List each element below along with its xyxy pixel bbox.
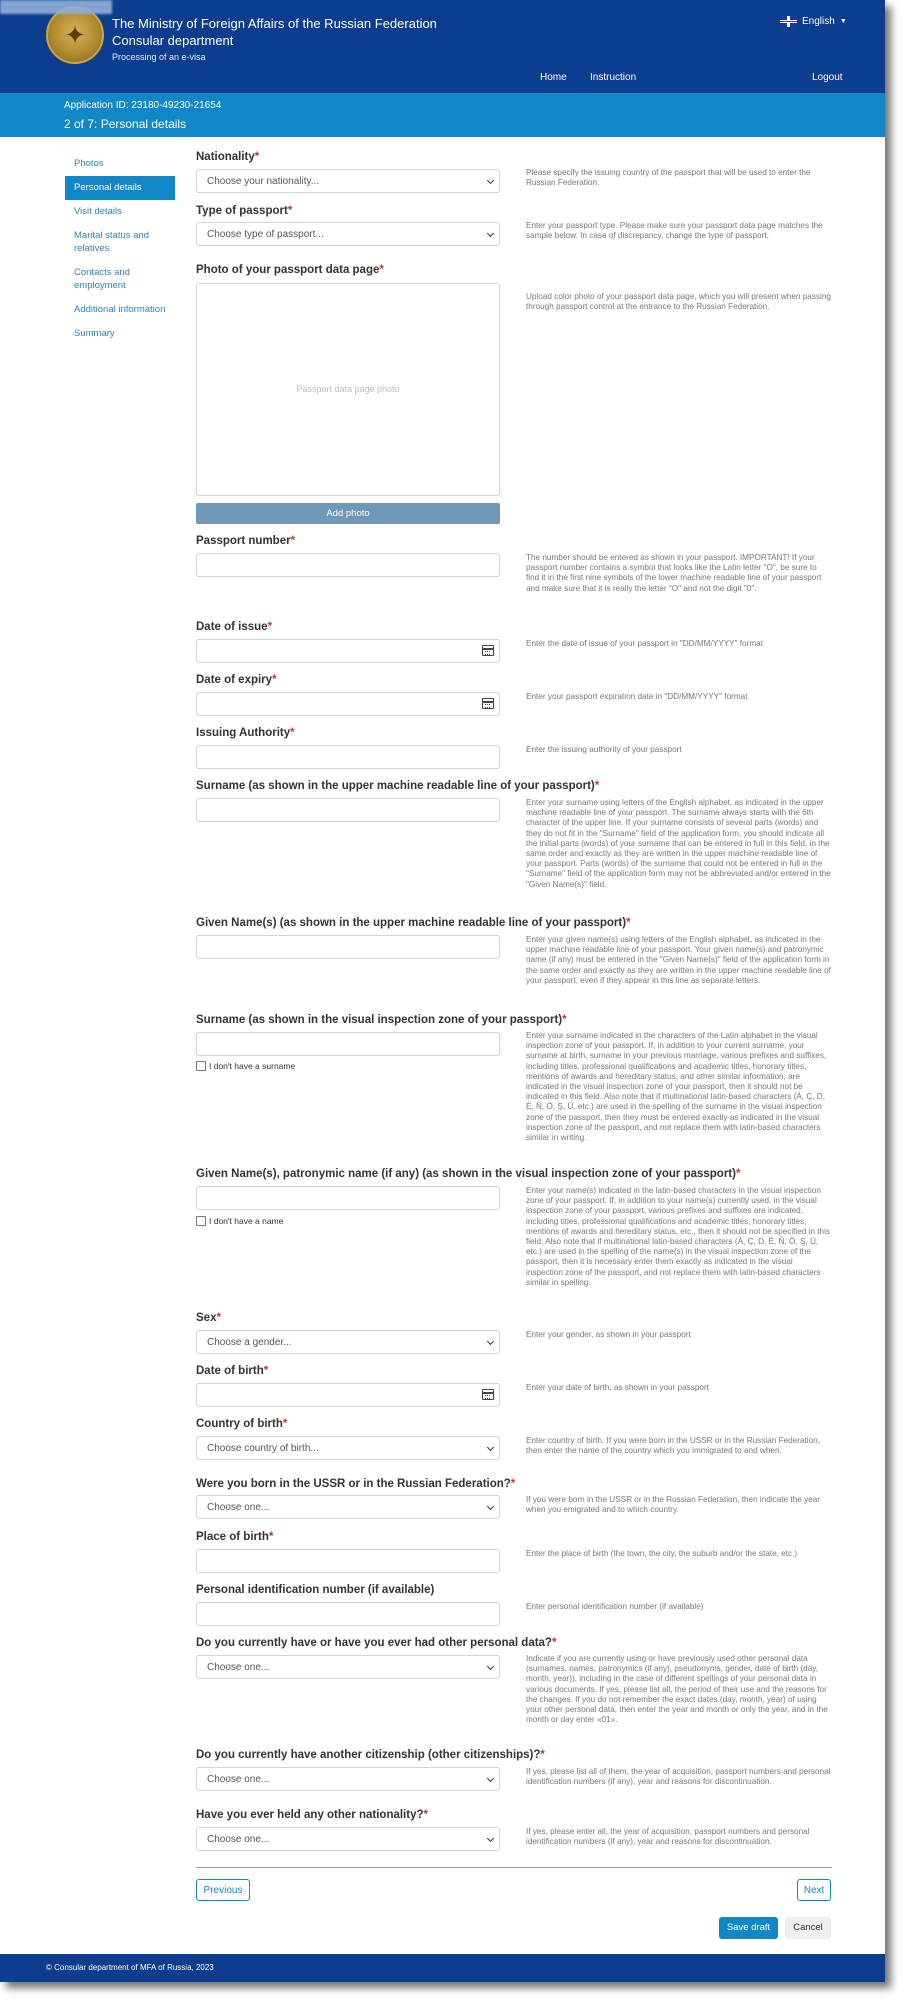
surname-viz-input[interactable] xyxy=(196,1032,500,1056)
uk-flag-icon xyxy=(780,16,797,27)
passport-photo-dropzone[interactable] xyxy=(196,283,500,496)
other-nationality-help: If yes, please enter all, the year of acquisition, passport numbers and personal identification numbers (if any), year and reasons for discontinuation. xyxy=(526,1827,810,1847)
date-of-birth-input[interactable] xyxy=(196,1383,500,1407)
date-of-birth-help: Enter your date of birth, as shown in your passport xyxy=(526,1383,709,1392)
nav-instruction-link[interactable]: Instruction xyxy=(590,72,637,83)
country-of-birth-select[interactable]: Choose country of birth... xyxy=(196,1436,500,1460)
country-of-birth-label: Country of birth* xyxy=(196,1418,288,1430)
issuing-authority-help: Enter the issuing authority of your passport xyxy=(526,745,682,754)
other-personal-data-select[interactable]: Choose one... xyxy=(196,1655,500,1679)
passport-number-label: Passport number* xyxy=(196,535,296,547)
sidebar-item-marital-status[interactable]: Marital status and relatives xyxy=(74,230,149,254)
surname-viz-help: Enter your surname indicated in the characters of the Latin alphabet in the visual inspection zone of your passport. If, in addition to your current surname, your surname at birth, surname in your previous marriage, various prefixes and suffixes, including titles, professional qualifications and academic titles, honorary titles, mentions of awards and hereditary status, and other similar information, are indicated in the visual inspection zone of your passport, then it should not be indicated in this field. Also note that if multinational latin-based characters (Á, Ç, D, È, Ñ, Ö, Ş, Ü, etc.) are used in the spelling of the surname in the visual inspection zone of the passport, then they must be entered exactly as indicated in the visual inspection zone of the passport, and not replace them with latin-based characters similar in writing. xyxy=(526,1031,827,1143)
department-title: Consular department xyxy=(112,33,234,48)
no-surname-checkbox[interactable] xyxy=(196,1061,295,1071)
add-photo-button[interactable]: Add photo xyxy=(196,503,500,524)
sex-label: Sex* xyxy=(196,1312,221,1324)
other-personal-data-label: Do you currently have or have you ever had other personal data?* xyxy=(196,1637,557,1649)
passport-number-input[interactable] xyxy=(196,553,500,577)
surname-viz-label: Surname (as shown in the visual inspection zone of your passport)* xyxy=(196,1014,567,1026)
passport-photo-placeholder: Passport data page photo xyxy=(296,384,400,394)
given-names-viz-label: Given Name(s), patronymic name (if any) (as shown in the visual inspection zone of your passport)* xyxy=(196,1168,741,1180)
sex-help: Enter your gender, as shown in your passport xyxy=(526,1330,691,1339)
checkbox-box[interactable] xyxy=(196,1061,206,1071)
personal-id-input[interactable] xyxy=(196,1602,500,1626)
other-personal-data-help: Indicate if you are currently using or have previously used other personal data (surnames, names, patronymics (if any), pseudonyms, gender, date of birth (day, month, year)), including in the case of different spellings of your personal data in various documents. If yes, please list all, the period of their use and the reasons for the changes. If you do not remember the exact dates (day, month, year) of using your other personal data, then enter the year and month or only the year, and in the month or day enter «01». xyxy=(526,1654,828,1725)
no-surname-label: I don't have a surname xyxy=(209,1061,296,1071)
application-bar xyxy=(0,93,885,137)
given-names-mrz-label: Given Name(s) (as shown in the upper machine readable line of your passport)* xyxy=(196,917,631,929)
service-subtitle: Processing of an e-visa xyxy=(112,52,206,62)
given-names-viz-help: Enter your name(s) indicated in the latin-based characters in the visual inspection zone of your passport. If, in addition to your name(s) currently used, in the visual inspection zone of your passport, various prefixes and suffixes are indicated, including titles, professional qualifications and academic titles, honorary titles, mentions of awards and hereditary status, etc., then it should not be specified in this field. Also note that if multinational latin-based characters (Á, Ç, D, È, Ñ, Ö, Ş, Ü, etc.) are used in the spelling of the name(s) in the visual inspection zone of the passport, then it is necessary enter them exactly as indicated in the visual inspection zone of the passport, and not replace them with latin-based characters similar in spelling. xyxy=(526,1186,831,1287)
no-name-checkbox[interactable] xyxy=(196,1216,283,1226)
given-names-mrz-input[interactable] xyxy=(196,935,500,959)
caret-down-icon: ▼ xyxy=(839,18,847,25)
passport-photo-label: Photo of your passport data page* xyxy=(196,264,384,276)
passport-type-label: Type of passport* xyxy=(196,205,293,217)
passport-number-help: The number should be entered as shown in your passport. IMPORTANT! If your passport number contains a symbol that looks like the Latin letter "O", be sure to find it in the first nine symbols of the lower machine readable line of your passport and make sure that it is really the letter "O" and not the digit "0". xyxy=(526,553,822,593)
form-divider xyxy=(196,1867,832,1868)
issuing-authority-label: Issuing Authority* xyxy=(196,727,295,739)
calendar-icon[interactable] xyxy=(482,1389,494,1400)
sex-select[interactable]: Choose a gender... xyxy=(196,1330,500,1354)
step-title: 2 of 7: Personal details xyxy=(64,117,187,131)
passport-type-help: Enter your passport type. Please make sure your passport data page matches the sample below. In case of discrepancy, change the type of passport. xyxy=(526,221,823,241)
cancel-button[interactable]: Cancel xyxy=(785,1917,831,1939)
nav-home-link[interactable]: Home xyxy=(540,72,567,83)
date-of-issue-help: Enter the date of issue of your passport in "DD/MM/YYYY" format xyxy=(526,639,763,648)
language-selector[interactable] xyxy=(780,16,847,27)
footer-copyright: © Consular department of MFA of Russia, 2023 xyxy=(46,1963,214,1972)
given-names-viz-input[interactable] xyxy=(196,1186,500,1210)
checkbox-box[interactable] xyxy=(196,1216,206,1226)
place-of-birth-input[interactable] xyxy=(196,1549,500,1573)
ministry-title: The Ministry of Foreign Affairs of the Russian Federation xyxy=(112,16,437,31)
date-of-birth-label: Date of birth* xyxy=(196,1365,269,1377)
date-of-expiry-label: Date of expiry* xyxy=(196,674,277,686)
other-nationality-label: Have you ever held any other nationality?* xyxy=(196,1809,428,1821)
date-of-issue-input[interactable] xyxy=(196,639,500,663)
sidebar-nav xyxy=(65,152,175,346)
sidebar-item-personal-details[interactable]: Personal details xyxy=(65,176,175,200)
nationality-help: Please specify the issuing country of the passport that will be used to enter the Russian Federation. xyxy=(526,168,811,188)
other-nationality-select[interactable]: Choose one... xyxy=(196,1827,500,1851)
other-citizenship-help: If yes, please list all of them, the year of acquisition, passport numbers and personal identification numbers (if any), year and reasons for discontinuation. xyxy=(526,1767,831,1787)
site-header xyxy=(0,0,885,93)
born-ussr-label: Were you born in the USSR or in the Russian Federation?* xyxy=(196,1478,516,1490)
other-citizenship-select[interactable]: Choose one... xyxy=(196,1767,500,1791)
sidebar-item-summary[interactable]: Summary xyxy=(74,328,115,339)
application-id: Application ID: 23180-49230-21654 xyxy=(64,100,222,111)
sidebar-item-photos[interactable]: Photos xyxy=(74,158,104,169)
nationality-select[interactable]: Choose your nationality... xyxy=(196,169,500,193)
nav-logout-link[interactable]: Logout xyxy=(812,72,843,83)
issuing-authority-input[interactable] xyxy=(196,745,500,769)
site-footer xyxy=(0,1954,885,1982)
no-name-label: I don't have a name xyxy=(209,1216,284,1226)
previous-button[interactable]: Previous xyxy=(196,1879,250,1901)
country-of-birth-help: Enter country of birth. If you were born in the USSR or in the Russian Federation, then enter the name of the country which you immigrated to and when. xyxy=(526,1436,820,1456)
other-citizenship-label: Do you currently have another citizenship (other citizenships)?* xyxy=(196,1749,545,1761)
date-of-expiry-help: Enter your passport expiration date in "DD/MM/YYYY" format xyxy=(526,692,748,701)
save-draft-button[interactable]: Save draft xyxy=(719,1917,778,1939)
born-ussr-help: If you were born in the USSR or in the Russian Federation, then indicate the year when you emigrated and to which country. xyxy=(526,1495,821,1515)
coat-of-arms-emblem: ✦ xyxy=(46,6,104,64)
passport-type-select[interactable]: Choose type of passport... xyxy=(196,222,500,246)
calendar-icon[interactable] xyxy=(482,645,494,656)
date-of-expiry-input[interactable] xyxy=(196,692,500,716)
surname-mrz-input[interactable] xyxy=(196,798,500,822)
place-of-birth-label: Place of birth* xyxy=(196,1531,274,1543)
place-of-birth-help: Enter the place of birth (the town, the city, the suburb and/or the state, etc.) xyxy=(526,1549,798,1558)
given-names-mrz-help: Enter your given name(s) using letters of the English alphabet, as indicated in the upper machine readable line of your passport. Your given name(s) and patronymic name (if any) must be entered in the "Given Name(s)" field of the application form in the same order and exactly as they are written in the upper machine readable line of your passport, even if they appear in this line as separate letters. xyxy=(526,935,831,985)
passport-photo-help: Upload color photo of your passport data page, which you will present when passing through passport control at the entrance to the Russian Federation. xyxy=(526,292,831,312)
surname-mrz-help: Enter your surname using letters of the English alphabet, as indicated in the upper machine readable line of your passport. The surname always starts with the 6th character of the upper line. If your surname consists of several parts (words) and they do not fit in the "Surname" field of the application form, you should indicate all the initial parts (words) of your surname that can be entered in full in this field, in the same order and exactly as they are written in the upper machine readable line of your passport. Parts (words) of the surname that could not be entered in full in the "Surname" field of the application form may not be abbreviated and/or entered in the "Given Name(s)" field. xyxy=(526,798,831,889)
surname-mrz-label: Surname (as shown in the upper machine readable line of your passport)* xyxy=(196,780,600,792)
next-button[interactable]: Next xyxy=(797,1879,831,1901)
sidebar-item-additional-info[interactable]: Additional information xyxy=(74,304,166,315)
personal-id-label: Personal identification number (if available) xyxy=(196,1584,435,1596)
calendar-icon[interactable] xyxy=(482,698,494,709)
language-label: English xyxy=(802,16,835,27)
nationality-label: Nationality* xyxy=(196,151,260,163)
born-ussr-select[interactable]: Choose one... xyxy=(196,1495,500,1519)
user-account-blurred[interactable] xyxy=(0,0,112,14)
sidebar-item-visit-details[interactable]: Visit details xyxy=(74,206,122,217)
sidebar-item-contacts[interactable]: Contacts and employment xyxy=(74,267,130,291)
date-of-issue-label: Date of issue* xyxy=(196,621,273,633)
personal-id-help: Enter personal identification number (if available) xyxy=(526,1602,704,1611)
